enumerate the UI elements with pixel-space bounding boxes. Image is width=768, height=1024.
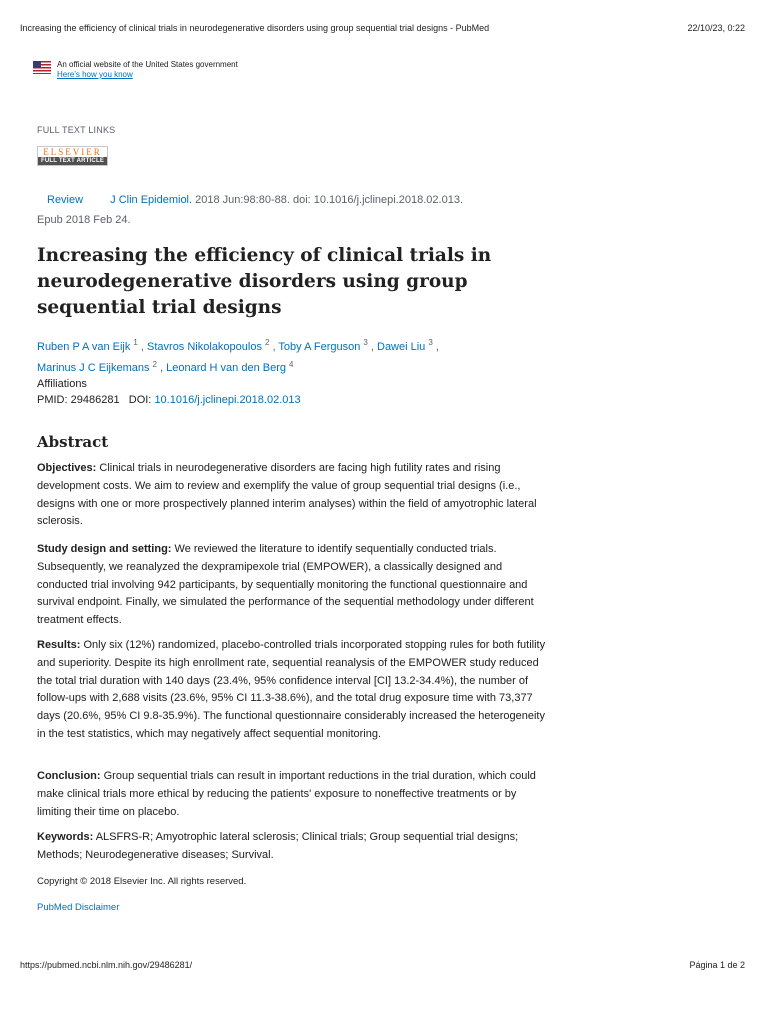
print-header bbox=[20, 23, 745, 37]
full-text-links-label: FULL TEXT LINKS bbox=[37, 125, 116, 135]
author-link[interactable]: Leonard H van den Berg bbox=[166, 362, 286, 375]
citation-line bbox=[47, 194, 463, 206]
pubmed-disclaimer-link[interactable]: PubMed Disclaimer bbox=[37, 902, 120, 913]
citation-details: 2018 Jun:98:80-88. doi: 10.1016/j.jclinepi.2018.02.013. bbox=[192, 194, 463, 206]
heres-how-you-know-link[interactable]: Here's how you know bbox=[57, 70, 133, 79]
author-item bbox=[166, 359, 294, 375]
author-item: Ruben P A van Eijk $^1$ , bbox=[37, 338, 144, 353]
author-affiliation-number[interactable]: 2 bbox=[264, 338, 270, 347]
abstract-keywords: Keywords: ALSFRS-R; Amyotrophic lateral sclerosis; Clinical trials; Group sequential trial designs; Methods; Neurodegenerative diseases; Survival. bbox=[37, 831, 519, 861]
journal-link[interactable]: J Clin Epidemiol. bbox=[110, 194, 193, 206]
abstract-objectives: Objectives: Clinical trials in neurodegenerative disorders are facing high futility rates and rising development costs. We aim to review and exemplify the value of group sequential trial designs (i.e., designs with one or more prospectively planned interim analyses) within the field of amyotrophic lateral sclerosis. bbox=[37, 462, 537, 528]
print-datetime: 22/10/23, 0:22 bbox=[687, 23, 745, 33]
author-link[interactable]: Toby A Ferguson bbox=[278, 340, 361, 353]
author-item: Dawei Liu $^3$ , bbox=[377, 338, 439, 353]
elsevier-logo: ELSEVIER bbox=[43, 147, 102, 157]
article-type-review[interactable]: Review bbox=[47, 194, 84, 206]
article-title: Increasing the efficiency of clinical trials in neurodegenerative disorders using group sequential trial designs bbox=[37, 245, 492, 318]
full-text-article-badge: FULL TEXT ARTICLE bbox=[38, 157, 107, 165]
affiliations-toggle[interactable]: Affiliations bbox=[37, 378, 87, 390]
abstract-study-design: Study design and setting: We reviewed the literature to identify sequentially conducted trials. Subsequently, we reanalyzed the dexpramipexole trial (EMPOWER), a classically designed and conducted trial involving 942 participants, by sequentially monitoring the functional questionnaire and survival endpoint. Finally, we simulated the performance of the sequential methodology under different treatment effects. bbox=[37, 543, 534, 627]
author-link[interactable]: Dawei Liu bbox=[377, 340, 426, 353]
print-footer bbox=[20, 960, 745, 974]
author-item: Toby A Ferguson $^3$ , bbox=[278, 338, 374, 353]
author-affiliation-number[interactable]: 3 bbox=[363, 338, 368, 347]
pmid-value: 29486281 bbox=[70, 394, 120, 406]
author-link[interactable]: Ruben P A van Eijk bbox=[37, 340, 131, 353]
author-item: Stavros Nikolakopoulos $^2$ , bbox=[147, 338, 276, 353]
elsevier-full-text-button[interactable] bbox=[37, 146, 108, 166]
author-affiliation-number[interactable]: 3 bbox=[428, 338, 433, 347]
author-item: Marinus J C Eijkemans $^2$ , bbox=[37, 359, 164, 375]
abstract-results: Results: Only six (12%) randomized, placebo-controlled trials incorporated stopping rules for both futility and superiority. Despite its high enrollment rate, sequential reanalysis of the EMPOWER study reduced the total trial duration with 140 days (23.4%, 95% confidence interval [CI] 13.2-34.4%), the number of follow-ups with 2,688 visits (23.6%, 95% CI 11.3-38.6%), and the total drug exposure time with 73,377 days (20.6%, 95% CI 9.8-35.9%). The functional questionnaire considerably increased the heterogeneity in the test statistics, which may negatively affect sequential monitoring. bbox=[37, 639, 546, 740]
doi-link[interactable]: 10.1016/j.jclinepi.2018.02.013 bbox=[154, 394, 301, 406]
author-link[interactable]: Stavros Nikolakopoulos bbox=[147, 340, 262, 353]
author-affiliation-number[interactable]: 1 bbox=[133, 338, 138, 347]
author-affiliation-number[interactable]: 2 bbox=[152, 359, 157, 369]
identifiers: PMID: 29486281 DOI: 10.1016/j.jclinepi.2018.02.013 bbox=[37, 394, 301, 406]
author-link[interactable]: Marinus J C Eijkemans bbox=[37, 362, 150, 375]
epub-date: Epub 2018 Feb 24. bbox=[37, 214, 131, 226]
abstract-conclusion: Conclusion: Group sequential trials can result in important reductions in the trial duration, which could make clinical trials more ethical by reducing the patients' exposure to noneffective treatments or by limiting their time on placebo. bbox=[37, 770, 536, 818]
copyright-notice: Copyright © 2018 Elsevier Inc. All rights reserved. bbox=[37, 876, 247, 887]
print-page-number: Página 1 de 2 bbox=[689, 960, 745, 970]
print-page-title: Increasing the efficiency of clinical trials in neurodegenerative disorders using group sequential trial designs - PubMed bbox=[20, 23, 490, 33]
gov-banner-text: An official website of the United States government bbox=[57, 60, 238, 69]
print-url: https://pubmed.ncbi.nlm.nih.gov/29486281/ bbox=[20, 960, 193, 970]
author-affiliation-number[interactable]: 4 bbox=[289, 359, 294, 369]
authors-list bbox=[37, 334, 517, 377]
abstract-heading: Abstract bbox=[37, 433, 109, 451]
us-flag-icon bbox=[33, 61, 51, 74]
gov-banner bbox=[33, 60, 238, 80]
